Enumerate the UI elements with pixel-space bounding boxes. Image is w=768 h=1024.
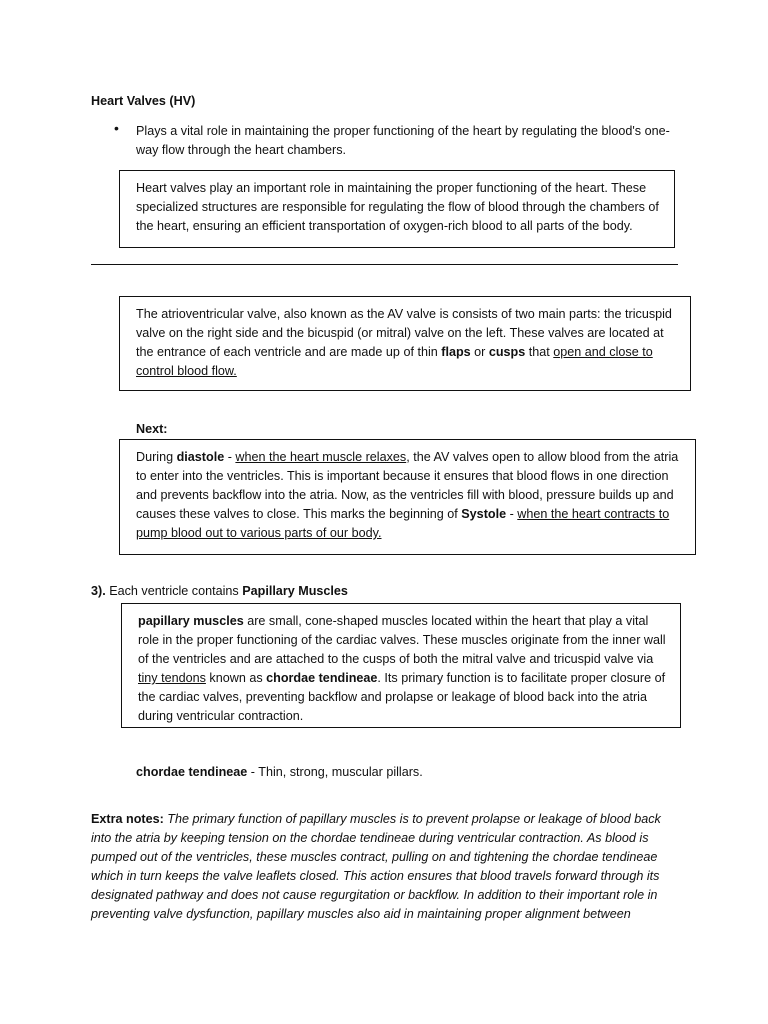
section-3-text: Each ventricle contains <box>105 584 243 598</box>
av-or: or <box>470 345 489 359</box>
chordae-bold: chordae tendineae <box>136 765 248 779</box>
intro-box-text: Heart valves play an important role in maintaining the proper functioning of the heart. These specialized structures are responsible for regulating the flow of blood through the chambers of the heart, ensuring an efficient transportation of oxygen-rich blood to all parts of the body. <box>136 181 659 233</box>
section-3-bold: Papillary Muscles <box>242 584 348 598</box>
intro-box <box>119 170 675 248</box>
papillary-box <box>121 603 681 728</box>
bullet-icon: • <box>114 120 119 136</box>
extra-notes <box>91 810 677 924</box>
pm-text-b: . Its primary function is to facilitate proper closure of the cardiac valves, preventing backflow and prolapse or leakage of blood back into the atria during ventricular contraction. <box>138 671 666 723</box>
pm-bold: papillary muscles <box>138 614 244 628</box>
av-valve-box <box>119 296 691 391</box>
page-title: Heart Valves (HV) <box>91 94 196 108</box>
pm-ct: chordae tendineae <box>266 671 378 685</box>
dia-dash2: - <box>506 507 518 521</box>
diastole-box <box>119 439 696 555</box>
pm-known: known as <box>205 671 267 685</box>
dia-text: , the AV valves open to allow blood from the atria to enter into the ventricles. This is important because it ensures that blood flows in one direction and prevents backflow into the atria. Now, as the ventricles fill with blood, pressure builds up and causes these valves to close. This marks the beginning of <box>136 450 679 521</box>
next-label: Next: <box>136 422 168 436</box>
pm-ul: tiny tendons <box>138 671 206 685</box>
dia-systole: Systole <box>461 507 507 521</box>
av-underline: open and close to control blood flow. <box>136 345 653 378</box>
av-flaps: flaps <box>441 345 471 359</box>
section-3-heading <box>91 582 348 601</box>
section-3-num: 3). <box>91 584 106 598</box>
chordae-definition <box>136 763 423 782</box>
dia-diastole: diastole <box>176 450 225 464</box>
av-text: The atrioventricular valve, also known as the AV valve is consists of two main parts: the tricuspid valve on the right side and the bicuspid (or mitral) valve on the left. These valves are located at the entrance of each ventricle and are made up of thin <box>136 307 672 359</box>
dia-dash1: - <box>224 450 236 464</box>
extra-label: Extra notes: <box>91 812 164 826</box>
extra-text: The primary function of papillary muscles is to prevent prolapse or leakage of blood back into the atria by keeping tension on the chordae tendineae during ventricular contraction. As blood is pumped out of the ventricles, these muscles contract, pulling on and tightening the chordae tendineae which in turn keeps the valve leaflets closed. This action ensures that blood travels forward through its designated pathway and does not cause regurgitation or backflow. In addition to their important role in preventing valve dysfunction, papillary muscles also aid in maintaining proper alignment between <box>91 812 661 921</box>
av-cusps: cusps <box>488 345 526 359</box>
bullet-text: Plays a vital role in maintaining the proper functioning of the heart by regulating the blood's one-way flow through the heart chambers. <box>136 124 670 157</box>
av-that: that <box>525 345 554 359</box>
dia-ul1: when the heart muscle relaxes <box>235 450 407 464</box>
dia-ul2: when the heart contracts to pump blood out to various parts of our body. <box>136 507 670 540</box>
divider <box>91 264 678 265</box>
pm-text-a: are small, cone-shaped muscles located within the heart that play a vital role in the proper functioning of the cardiac valves. These muscles originate from the inner wall of the ventricles and are attached to the cusps of both the mitral valve and tricuspid valve via <box>138 614 666 666</box>
chordae-text: - Thin, strong, muscular pillars. <box>247 765 423 779</box>
dia-during: During <box>136 450 177 464</box>
